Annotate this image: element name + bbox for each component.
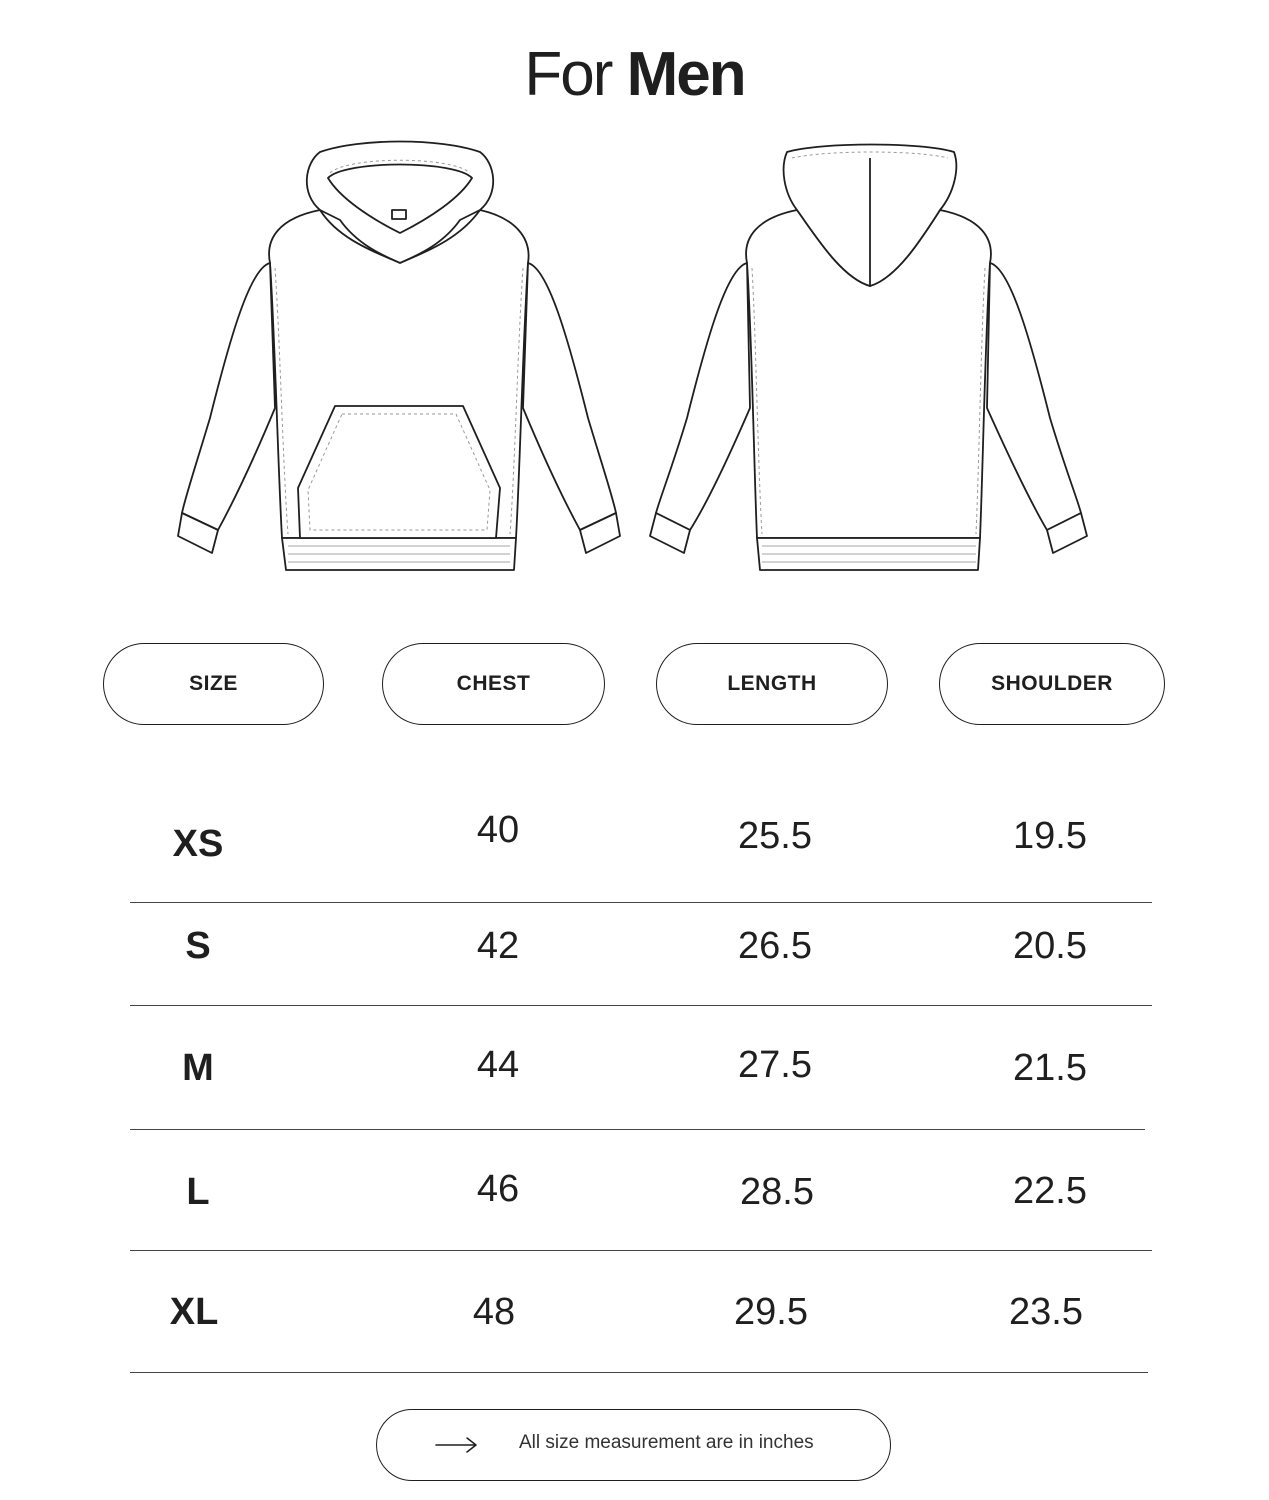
chest-cell: 46 xyxy=(476,1168,520,1210)
header-length-label: LENGTH xyxy=(727,672,817,695)
header-chest xyxy=(382,643,605,725)
shoulder-cell: 19.5 xyxy=(1013,815,1087,857)
row-divider xyxy=(130,1129,1145,1130)
header-chest-label: CHEST xyxy=(456,672,531,695)
shoulder-cell: 21.5 xyxy=(1013,1047,1087,1089)
measurement-note xyxy=(376,1409,891,1481)
page-title xyxy=(0,38,1269,112)
chest-cell: 48 xyxy=(472,1291,516,1333)
title-emphasis: Men xyxy=(626,40,745,109)
arrow-right-icon xyxy=(435,1434,479,1456)
header-length xyxy=(656,643,888,725)
chest-cell: 44 xyxy=(476,1044,520,1086)
size-cell: S xyxy=(185,925,211,967)
header-size xyxy=(103,643,324,725)
chest-cell: 42 xyxy=(476,925,520,967)
length-cell: 28.5 xyxy=(740,1171,814,1213)
header-shoulder xyxy=(939,643,1165,725)
hoodie-front-illustration xyxy=(170,138,630,578)
hoodie-back-illustration xyxy=(642,138,1102,578)
size-cell: XL xyxy=(169,1291,219,1333)
length-cell: 27.5 xyxy=(738,1044,812,1086)
shoulder-cell: 22.5 xyxy=(1013,1170,1087,1212)
length-cell: 25.5 xyxy=(738,815,812,857)
size-cell: XS xyxy=(172,823,224,865)
length-cell: 26.5 xyxy=(738,925,812,967)
chest-cell: 40 xyxy=(476,809,520,851)
row-divider xyxy=(130,902,1152,903)
shoulder-cell: 23.5 xyxy=(1009,1291,1083,1333)
title-prefix: For xyxy=(524,40,612,109)
row-divider xyxy=(130,1005,1152,1006)
length-cell: 29.5 xyxy=(734,1291,808,1333)
shoulder-cell: 20.5 xyxy=(1013,925,1087,967)
header-shoulder-label: SHOULDER xyxy=(991,672,1113,695)
header-size-label: SIZE xyxy=(189,672,238,695)
size-cell: M xyxy=(182,1047,214,1089)
size-cell: L xyxy=(186,1171,210,1213)
row-divider xyxy=(130,1250,1152,1251)
measurement-note-text: All size measurement are in inches xyxy=(519,1432,814,1453)
row-divider xyxy=(130,1372,1148,1373)
